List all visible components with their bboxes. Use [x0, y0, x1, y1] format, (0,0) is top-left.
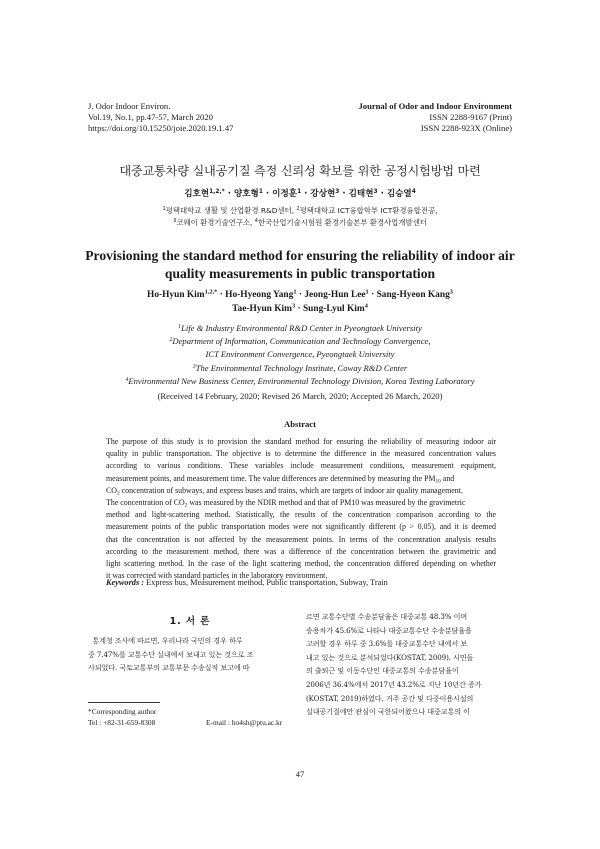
- english-affiliation-line: [60, 335, 540, 348]
- affiliation-marker: 2: [169, 337, 173, 343]
- abstract-line: quality in public transportation. The objective is to determine the difference in the measured concentration values: [106, 449, 496, 459]
- abstract-line: The purpose of this study is to provision the standard method for ensuring the reliability of measuring indoor air: [106, 437, 496, 446]
- affiliation-text: Life & Industry Environmental R&D Center in Pyeongtaek University: [181, 323, 422, 333]
- body-line: 사되었다. 국토교통부의 교통부문 수송실적 보고에 따: [88, 663, 250, 673]
- english-authors-line: [60, 302, 540, 316]
- korean-author-name: 강상현: [310, 189, 336, 199]
- author-separator: ·: [339, 189, 349, 199]
- body-line: 르면 교통수단별 수송분담율은 대중교통 48.3% 이며: [306, 612, 468, 621]
- body-line: 통계청 조사에 따르면, 우리나라 국민의 경우 하루: [92, 636, 243, 645]
- affiliation-text: The Environmental Technology Institute, Coway R&D Center: [195, 362, 408, 373]
- page-number: 47: [295, 769, 305, 779]
- affiliation-marker: 3: [291, 302, 296, 310]
- english-affiliation-line: [60, 375, 540, 388]
- korean-affiliations: [60, 205, 540, 228]
- footnote-rule: [88, 702, 160, 703]
- email-link[interactable]: E-mail : ho4sh@ptu.ac.kr: [206, 717, 283, 727]
- author-separator: ·: [224, 189, 234, 199]
- english-affiliation-line: [60, 362, 540, 375]
- keywords-text: Express bus, Measurement method, Public transportation, Subway, Train: [144, 578, 388, 587]
- affiliation-marker: 3: [373, 188, 378, 195]
- author-separator: ·: [296, 290, 305, 300]
- keywords: [106, 578, 496, 587]
- english-affiliation-line: [60, 322, 540, 335]
- abstract-line: measurement points, and measurement time. The value differences are determined by measuring the $PM_{10}$ and: [106, 473, 455, 484]
- affiliation-marker: 4: [125, 376, 129, 383]
- english-affiliation-line: [60, 348, 540, 361]
- english-author-name: Jeong-Hun Lee: [304, 290, 366, 300]
- keywords-label: Keywords :: [106, 578, 145, 587]
- volume-pages: Vol.19, No.1, pp.47-57, March 2020: [88, 112, 213, 123]
- affiliation-marker: 1: [178, 323, 182, 330]
- received-dates: (Received 14 February, 2020; Revised 26 March, 2020; Accepted 26 March, 2020): [157, 391, 443, 401]
- abstract-line: method and light-scattering method. Statistically, the results of the concentration comparison according to the: [106, 510, 496, 520]
- section-heading: 1. 서 론: [169, 616, 211, 627]
- journal-header-right: [272, 101, 512, 135]
- abstract-heading: Abstract: [284, 419, 316, 429]
- affiliation-marker: 3: [335, 188, 340, 195]
- abstract-line: according to the measurement method, there was a difference of the concentration between the gravimetric and: [106, 546, 496, 556]
- author-separator: ·: [377, 189, 387, 199]
- affiliation-text: Department of Information, Communication and Technology Convergence,: [172, 336, 431, 347]
- korean-author-name: 양호형: [233, 189, 259, 199]
- issn-print: ISSN 2288-9167 (Print): [429, 112, 512, 123]
- affiliation-text: Environmental New Business Center, Environmental Technology Division, Korea Testing Laboratory: [128, 375, 475, 386]
- english-authors: [60, 288, 540, 317]
- affiliation-marker: 1: [297, 188, 302, 195]
- abstract-line: according to various conditions. These variables include measurement conditions, measurement equipment,: [106, 461, 496, 471]
- body-line: 의 출퇴근 및 이동수단인 대중교통의 수송분담율이: [306, 666, 459, 676]
- affiliation-marker: 1: [258, 188, 263, 195]
- body-line: 승용차가 45.6%로 나타나 대중교통수단 수송분담율을: [306, 625, 472, 635]
- phone: Tel : +82-31-659-8308: [88, 717, 156, 727]
- abstract-line: The concentration of $CO_2$ was measured by the NDIR method and that of PM10 was measured by the gravimetric: [106, 498, 466, 509]
- english-author-name: Tae-Hyun Kim: [232, 304, 292, 315]
- english-author-name: Sung-Lyul Kim: [302, 304, 365, 315]
- issn-online: ISSN 2288-923X (Online): [420, 123, 512, 134]
- english-title: Provisioning the standard method for ensuring the reliability of indoor air quality measurements in public transportation: [85, 248, 515, 281]
- abstract-body: [106, 436, 496, 582]
- body-line: 고려할 경우 하루 중 3.6%를 대중교통수단 내에서 보: [306, 639, 468, 649]
- korean-author-name: 김태현: [348, 189, 374, 199]
- abstract-line: that the concentration is not affected by the measurement points. In terms of the concentration analysis results: [106, 534, 496, 544]
- body-line: (KOSTAT, 2019)하였다. 거주 공간 및 다중이용시설의: [306, 693, 474, 703]
- abstract-line: light scattering method. In the case of the light scattering method, the concentration differed depending on whether: [106, 559, 496, 569]
- body-line: 내고 있는 것으로 분석되었다(KOSTAT, 2009). 시민들: [306, 652, 474, 662]
- english-affiliations: [60, 322, 540, 388]
- author-separator: ·: [295, 304, 303, 315]
- contact-line: [88, 718, 298, 729]
- korean-authors: [40, 187, 560, 199]
- author-separator: ·: [217, 290, 226, 300]
- affiliation-marker: 1: [293, 288, 297, 296]
- affiliation-text: ICT Environment Convergence, Pyeongtaek University: [205, 349, 395, 360]
- author-separator: ·: [262, 189, 273, 199]
- korean-author-name: 이정훈: [272, 189, 298, 199]
- korean-author-name: 김호현: [184, 189, 210, 199]
- english-authors-line: [60, 288, 540, 302]
- journal-short-name: J. Odor Indoor Environ.: [88, 101, 171, 111]
- body-line: 중 7.47%를 교통수단 실내에서 보내고 있는 것으로 조: [88, 649, 254, 659]
- abstract-line: it was corrected with standard particles in the laboratory environment.: [106, 571, 328, 581]
- right-column-text: [306, 610, 512, 719]
- journal-full-name: Journal of Odor and Indoor Environment: [358, 101, 512, 111]
- affiliation-marker: 1,2,*: [204, 288, 218, 296]
- affiliation-marker: 3: [192, 363, 196, 370]
- affiliation-marker: 1: [365, 288, 369, 296]
- left-column-text: [88, 634, 290, 675]
- english-author-name: Ho-Hyeong Yang: [225, 290, 294, 300]
- author-separator: ·: [301, 189, 311, 199]
- body-line: 2006년 36.4%에서 2017년 43.2%로 지난 10년간 증가: [306, 679, 482, 689]
- footnote: [88, 707, 298, 728]
- abstract-line: measurement points of the public transportation modes were not significantly different (p > 0.05), and it is deemed: [106, 522, 496, 532]
- corresponding-author: *Corresponding author: [88, 707, 157, 716]
- affiliation-marker: 1,2,*: [209, 188, 225, 195]
- korean-affiliation-line: $^3$코웨이 환경기술연구소, $^4$한국산업기술시험원 환경기술본부 환경사업개발센터: [173, 217, 427, 227]
- english-author-name: Sang-Hyeon Kang: [376, 290, 450, 300]
- author-separator: ·: [368, 290, 377, 300]
- korean-title: 대중교통차량 실내공기질 측정 신뢰성 확보를 위한 공정시험방법 마련: [119, 164, 481, 178]
- english-author-name: Ho-Hyun Kim: [147, 290, 205, 300]
- doi-link[interactable]: https://doi.org/10.15250/joie.2020.19.1.47: [88, 123, 234, 134]
- body-line: 실내공기질에만 관심이 국한되어왔으나 대중교통의 이: [306, 707, 470, 717]
- affiliation-marker: 3: [449, 288, 453, 296]
- affiliation-marker: 4: [364, 302, 368, 310]
- affiliation-marker: 4: [411, 188, 416, 195]
- korean-author-name: 김승열: [386, 189, 412, 199]
- korean-affiliation-line: $^1$평택대학교 생활 및 산업환경 R&D센터, $^2$평택대학교 ICT융합학부 ICT환경융합전공,: [162, 206, 438, 215]
- abstract-line: $CO_2$ concentration of subways, and express buses and trains, which are targets of indoor air quality management.: [106, 485, 463, 497]
